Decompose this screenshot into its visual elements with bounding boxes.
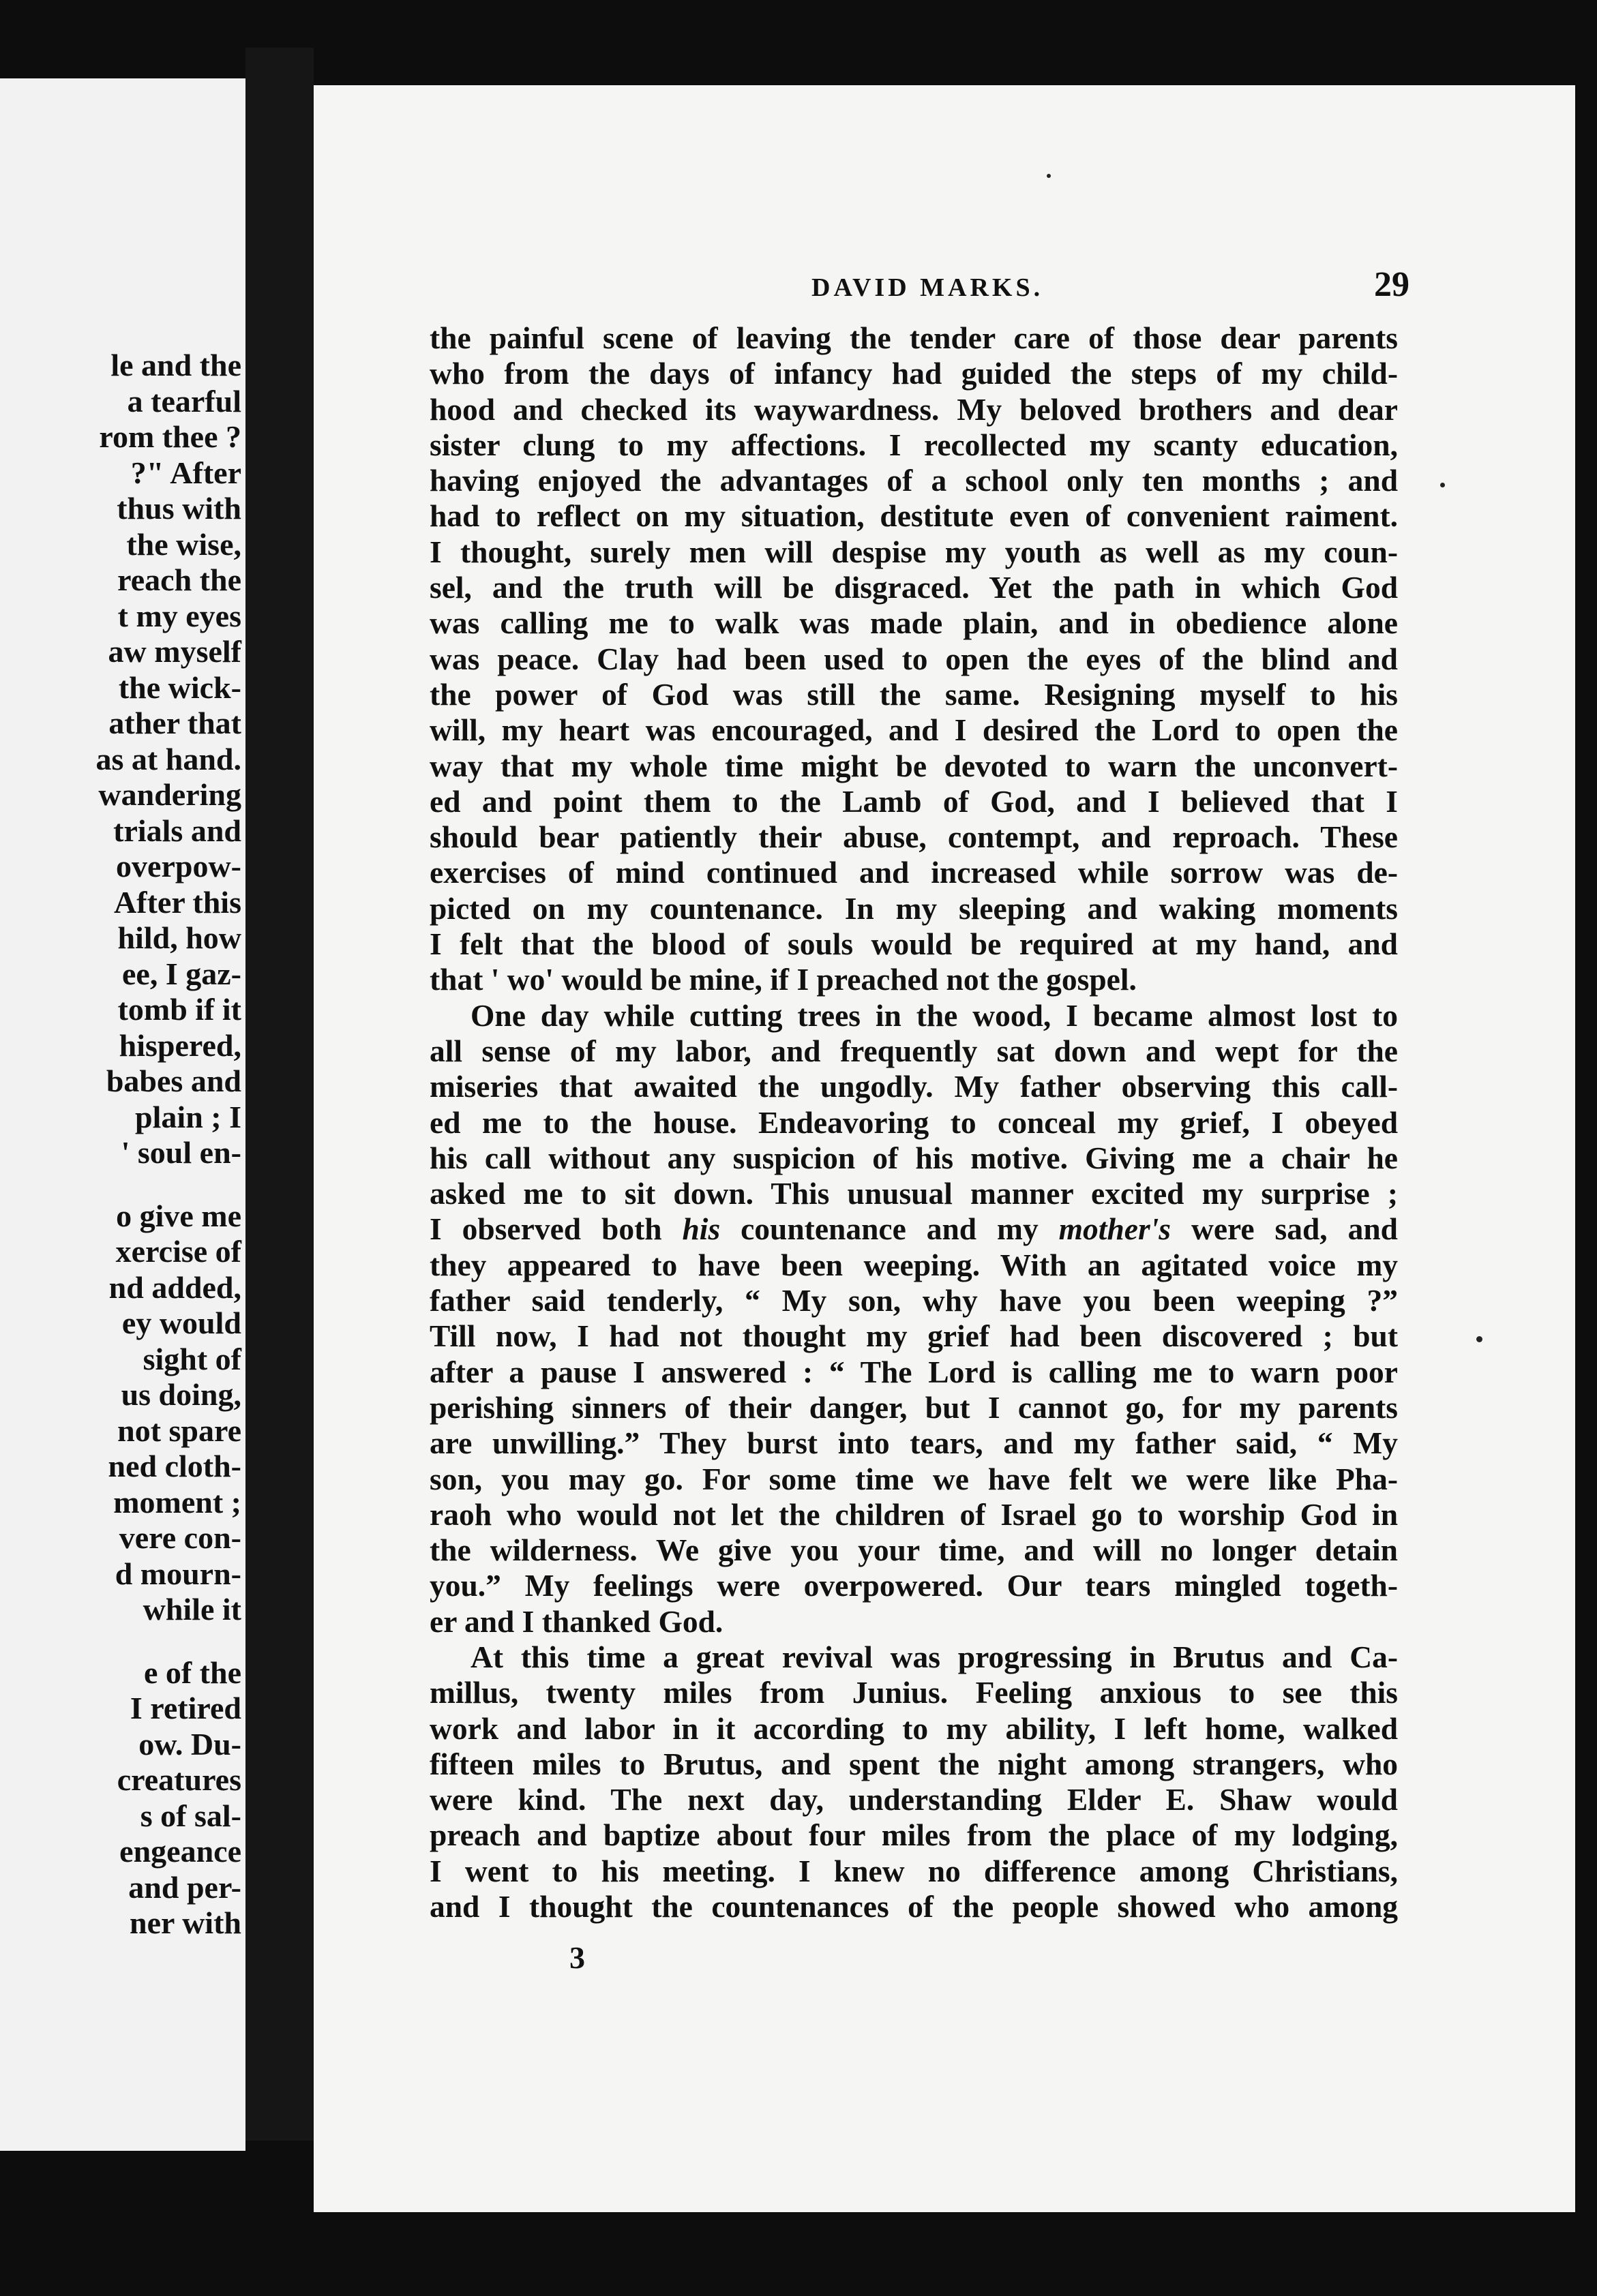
text-line: exercises of mind continued and increased while sorrow was de- — [430, 855, 1398, 890]
left-page-line: plain ; I — [135, 1099, 241, 1134]
text-line: the painful scene of leaving the tender care of those dear parents — [430, 320, 1398, 355]
text-line: I went to his meeting. I knew no difference among Christians, — [430, 1853, 1398, 1888]
left-facing-page — [0, 78, 245, 2151]
text-line: way that my whole time might be devoted to warn the unconvert- — [430, 748, 1398, 783]
page-number: 29 — [1374, 265, 1409, 304]
right-page — [314, 85, 1575, 2212]
left-page-line: vere con- — [119, 1520, 241, 1555]
text-fragment: I observed both — [430, 1211, 683, 1247]
text-line: should bear patiently their abuse, contempt, and reproach. These — [430, 819, 1398, 855]
ink-speck — [1047, 174, 1051, 178]
italic-word: his — [682, 1211, 721, 1247]
left-page-line: babes and — [106, 1063, 241, 1098]
left-page-line: aw myself — [108, 634, 241, 669]
text-line: son, you may go. For some time we have felt we were like Pha- — [430, 1461, 1398, 1496]
left-page-line: After this — [114, 884, 241, 920]
left-page-line: ?" After — [130, 455, 241, 490]
left-page-line: ow. Du- — [138, 1726, 241, 1762]
text-line: picted on my countenance. In my sleeping and waking moments — [430, 890, 1398, 926]
text-line: having enjoyed the advantages of a school only ten months ; and — [430, 463, 1398, 498]
text-line: One day while cutting trees in the wood, I became almost lost to — [471, 997, 1398, 1033]
body-text — [430, 320, 1398, 1924]
left-page-line: creatures — [117, 1762, 241, 1797]
text-line: sister clung to my affections. I recollected my scanty education, — [430, 427, 1398, 462]
text-line: had to reflect on my situation, destitute even of convenient raiment. — [430, 498, 1398, 534]
left-page-line: ather that — [108, 706, 241, 740]
italic-word: mother's — [1058, 1211, 1171, 1247]
text-line: father said tenderly, “ My son, why have you been weeping ?” — [430, 1283, 1398, 1318]
text-line: work and labor in it according to my ability, I left home, walked — [430, 1710, 1398, 1746]
left-page-line: the wick- — [118, 669, 241, 705]
paragraph-gap — [0, 1171, 241, 1198]
text-line: raoh who would not let the children of Israel go to worship God in — [430, 1496, 1398, 1532]
text-line: er and I thanked God. — [430, 1603, 723, 1639]
left-page-line: reach the — [117, 562, 241, 597]
text-line: sel, and the truth will be disgraced. Yet the path in which God — [430, 570, 1398, 605]
signature-mark: 3 — [569, 1940, 585, 1975]
left-page-line: overpow- — [116, 849, 241, 883]
text-line: the wilderness. We give you your time, and will no longer detain — [430, 1532, 1398, 1568]
text-line: I thought, surely men will despise my youth as well as my coun- — [430, 534, 1398, 569]
book-gutter — [245, 48, 314, 2141]
left-page-line: tomb if it — [117, 992, 241, 1027]
left-page-line: rom thee ? — [99, 419, 241, 454]
text-line: was calling me to walk was made plain, and in obedience alone — [430, 605, 1398, 641]
text-line: Till now, I had not thought my grief had been discovered ; but — [430, 1318, 1398, 1354]
text-line — [430, 1211, 1398, 1247]
left-page-line: and per- — [128, 1869, 241, 1905]
text-line: will, my heart was encouraged, and I desired the Lord to open the — [430, 712, 1398, 748]
left-page-line: as at hand. — [95, 741, 241, 776]
left-page-line: ' soul en- — [121, 1135, 241, 1170]
left-page-text — [0, 348, 241, 1942]
left-page-line: I retired — [130, 1691, 241, 1725]
text-fragment: countenance and my — [720, 1211, 1059, 1247]
left-page-line: o give me — [116, 1198, 241, 1233]
text-line: his call without any suspicion of his motive. Giving me a chair he — [430, 1140, 1398, 1175]
left-page-line: while it — [143, 1592, 241, 1627]
text-line: that ' wo' would be mine, if I preached not the gospel. — [430, 962, 1137, 997]
left-page-line: hild, how — [117, 920, 241, 955]
text-line: they appeared to have been weeping. With an agitated voice my — [430, 1247, 1398, 1282]
text-line: asked me to sit down. This unusual manner excited my surprise ; — [430, 1176, 1398, 1211]
text-line: who from the days of infancy had guided the steps of my child- — [430, 356, 1398, 391]
left-page-line: t my eyes — [117, 598, 241, 633]
left-page-line: nd added, — [108, 1269, 241, 1305]
text-line: after a pause I answered : “ The Lord is calling me to warn poor — [430, 1354, 1398, 1389]
text-line: millus, twenty miles from Junius. Feeling anxious to see this — [430, 1675, 1398, 1710]
text-line: were kind. The next day, understanding Elder E. Shaw would — [430, 1782, 1398, 1817]
left-page-line: ner with — [130, 1905, 241, 1940]
left-page-line: us doing, — [121, 1377, 241, 1412]
left-page-line: sight of — [143, 1341, 241, 1376]
text-line: and I thought the countenances of the people showed who among — [430, 1889, 1398, 1924]
text-line: perishing sinners of their danger, but I cannot go, for my parents — [430, 1389, 1398, 1425]
left-page-line: hispered, — [119, 1027, 241, 1063]
text-line: preach and baptize about four miles from the place of my lodging, — [430, 1817, 1398, 1853]
left-page-line: moment ; — [113, 1484, 241, 1520]
left-page-line: s of sal- — [140, 1798, 241, 1833]
left-page-line: trials and — [113, 813, 241, 848]
text-line: ed and point them to the Lamb of God, and I believed that I — [430, 783, 1398, 819]
text-fragment: were sad, and — [1171, 1211, 1398, 1247]
left-page-line: ee, I gaz- — [122, 956, 241, 991]
left-page-line: ey would — [121, 1305, 241, 1340]
left-page-line: ned cloth- — [108, 1449, 241, 1483]
left-page-line: xercise of — [115, 1234, 241, 1269]
text-line: the power of God was still the same. Resigning myself to his — [430, 676, 1398, 712]
text-line: fifteen miles to Brutus, and spent the night among strangers, who — [430, 1746, 1398, 1781]
text-line: all sense of my labor, and frequently sat down and wept for the — [430, 1033, 1398, 1068]
left-page-line: a tearful — [127, 383, 241, 419]
text-line: miseries that awaited the ungodly. My father observing this call- — [430, 1069, 1398, 1104]
text-line: ed me to the house. Endeavoring to conceal my grief, I obeyed — [430, 1104, 1398, 1140]
running-title: DAVID MARKS. — [811, 273, 1044, 302]
left-page-line: not spare — [117, 1413, 241, 1448]
ink-speck — [1440, 483, 1445, 487]
text-line: are unwilling.” They burst into tears, and my father said, “ My — [430, 1425, 1398, 1461]
ink-speck — [1476, 1336, 1482, 1342]
text-line: was peace. Clay had been used to open the eyes of the blind and — [430, 641, 1398, 676]
text-line: At this time a great revival was progressing in Brutus and Ca- — [471, 1639, 1398, 1674]
left-page-line: d mourn- — [115, 1556, 241, 1591]
left-page-line: thus with — [117, 491, 241, 526]
text-line: I felt that the blood of souls would be required at my hand, and — [430, 926, 1398, 962]
left-page-line: e of the — [143, 1655, 241, 1690]
left-page-line: wandering — [98, 777, 241, 812]
left-page-line: le and the — [110, 348, 241, 382]
text-line: hood and checked its waywardness. My beloved brothers and dear — [430, 391, 1398, 427]
text-line: you.” My feelings were overpowered. Our tears mingled togeth- — [430, 1568, 1398, 1603]
left-page-line: engeance — [119, 1834, 241, 1869]
paragraph-gap — [0, 1628, 241, 1655]
left-page-line: the wise, — [126, 526, 241, 562]
